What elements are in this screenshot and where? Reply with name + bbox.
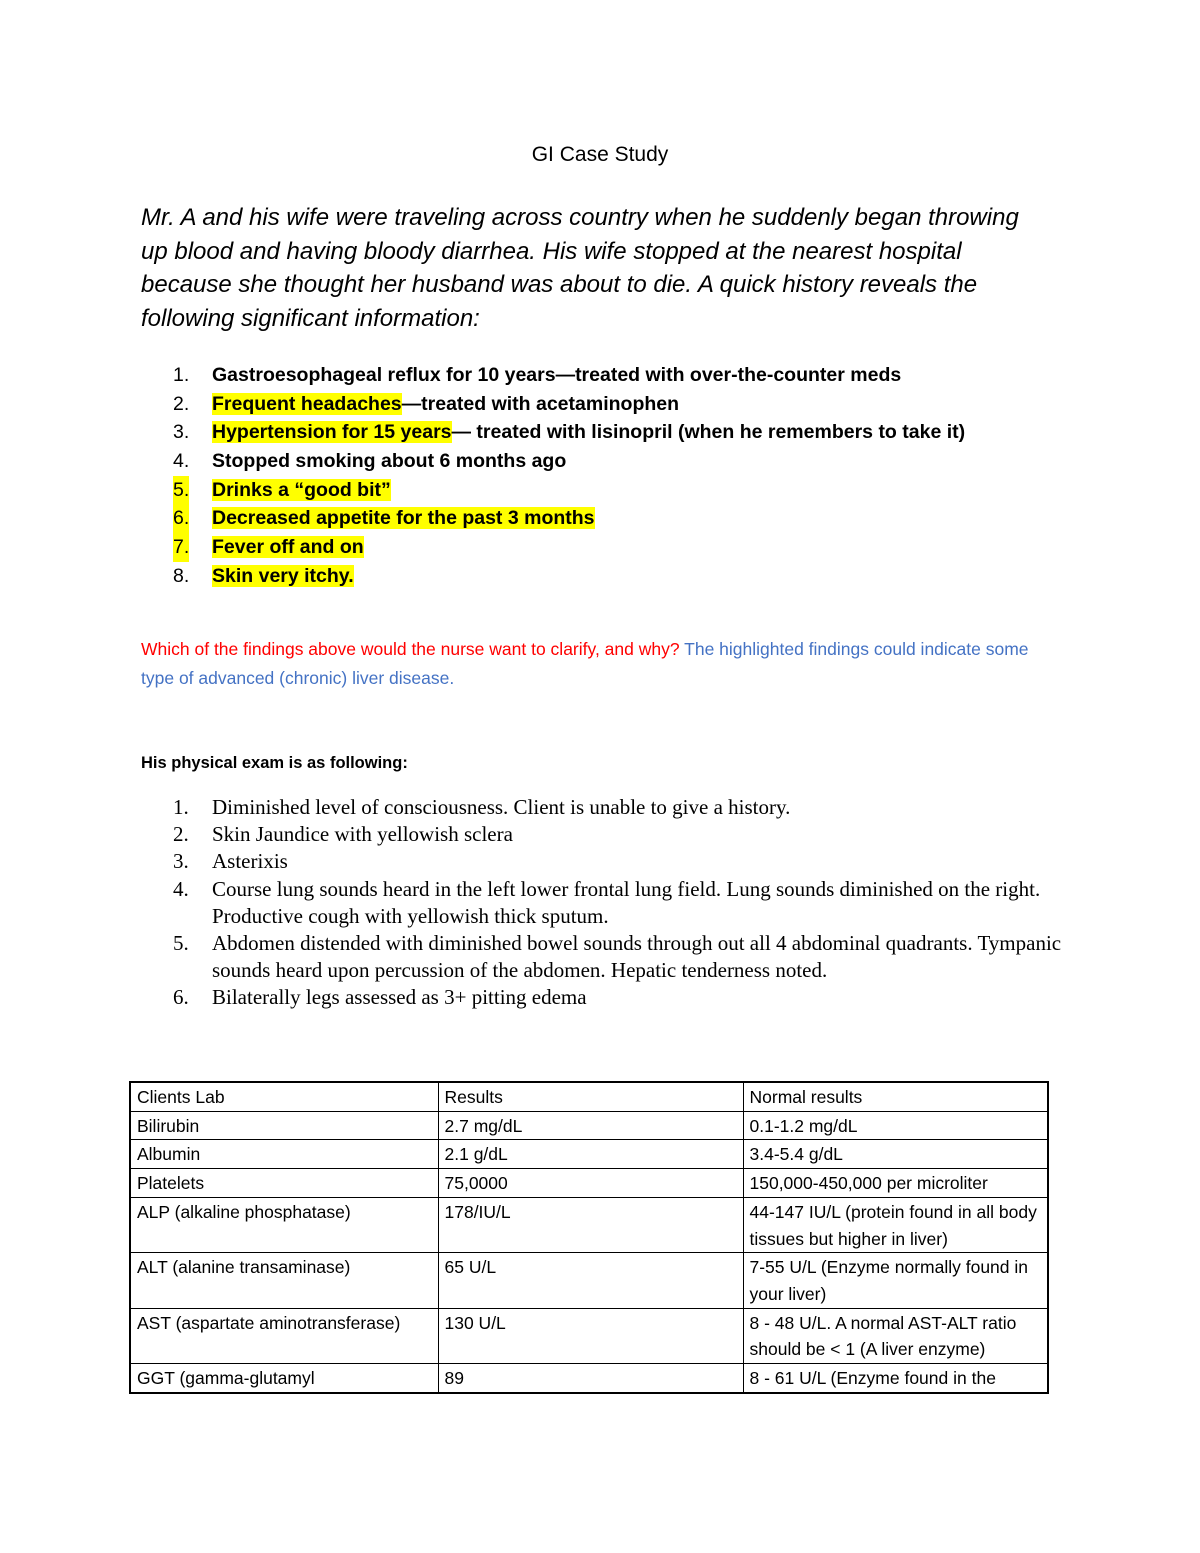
- lab-normal-cell: 150,000-450,000 per microliter: [743, 1169, 1048, 1198]
- lab-name-cell: Albumin: [130, 1140, 438, 1169]
- page-title: GI Case Study: [531, 143, 669, 166]
- exam-item-number: 5.: [173, 931, 189, 956]
- history-item: [141, 361, 965, 390]
- history-item-highlighted-text: Drinks a “good bit”: [212, 478, 391, 501]
- lab-normal-cell: 8 - 61 U/L (Enzyme found in the: [743, 1364, 1048, 1393]
- history-item: [141, 447, 965, 476]
- exam-item: [141, 794, 1071, 821]
- history-item-number: 8.: [173, 564, 190, 587]
- exam-item-number: 6.: [173, 985, 189, 1010]
- table-row: [130, 1253, 1048, 1308]
- exam-heading: His physical exam is as following:: [141, 754, 408, 772]
- lab-result-cell: 2.1 g/dL: [438, 1140, 743, 1169]
- exam-item-number: 4.: [173, 876, 189, 901]
- lab-result-cell: 2.7 mg/dL: [438, 1111, 743, 1140]
- exam-item-text: Diminished level of consciousness. Client is unable to give a history.: [212, 795, 791, 819]
- history-item-highlighted-text: Skin very itchy.: [212, 564, 354, 587]
- history-item-highlighted-text: Decreased appetite for the past 3 months: [212, 507, 595, 530]
- table-row: [130, 1197, 1048, 1252]
- history-item-text: Gastroesophageal reflux for 10 years—treated with over-the-counter meds: [212, 364, 902, 386]
- history-item-number: 4.: [173, 450, 190, 473]
- table-header-row: [130, 1082, 1048, 1111]
- history-item-highlighted-text: Frequent headaches: [212, 392, 402, 415]
- lab-normal-cell: 0.1-1.2 mg/dL: [743, 1111, 1048, 1140]
- history-item: [141, 533, 965, 562]
- history-item: [141, 418, 965, 447]
- lab-result-cell: 130 U/L: [438, 1308, 743, 1363]
- exam-item: [141, 876, 1071, 930]
- exam-item: [141, 821, 1071, 848]
- case-intro-paragraph: Mr. A and his wife were traveling across country when he suddenly began throwing up blood and having bloody diarrhea. His wife stopped at the nearest hospital because she thought her husband was about to die. A quick history reveals the following significant information:: [141, 204, 1019, 332]
- exam-item: [141, 848, 1071, 875]
- history-item-highlighted-text: Fever off and on: [212, 536, 364, 559]
- lab-name-cell: GGT (gamma-glutamyl: [130, 1364, 438, 1393]
- history-item: [141, 390, 965, 419]
- history-item-number: 2.: [173, 392, 190, 415]
- exam-list: [141, 794, 1071, 1012]
- lab-name-cell: ALT (alanine transaminase): [130, 1253, 438, 1308]
- question-prompt: Which of the findings above would the nurse want to clarify, and why?: [141, 639, 680, 659]
- table-row: [130, 1308, 1048, 1363]
- column-header: Normal results: [743, 1082, 1048, 1111]
- exam-item-text: Skin Jaundice with yellowish sclera: [212, 822, 513, 847]
- lab-result-cell: 178/IU/L: [438, 1197, 743, 1252]
- lab-normal-cell: 8 - 48 U/L. A normal AST-ALT ratio should be < 1 (A liver enzyme): [743, 1308, 1048, 1363]
- history-item-number: 6.: [173, 504, 189, 533]
- history-item-number: 7.: [173, 533, 189, 562]
- lab-result-cell: 65 U/L: [438, 1253, 743, 1308]
- history-item: [141, 562, 965, 591]
- lab-normal-cell: 3.4-5.4 g/dL: [743, 1140, 1048, 1169]
- table-row: [130, 1111, 1048, 1140]
- exam-item-text: Abdomen distended with diminished bowel sounds through out all 4 abdominal quadrants. Tympanic sounds heard upon percussion of the abdomen. Hepatic tenderness noted.: [212, 931, 1062, 983]
- history-item-number: 3.: [173, 421, 190, 444]
- question-answer: The highlighted findings could indicate some type of advanced (chronic) liver disease.: [141, 639, 1029, 688]
- history-item: [141, 504, 965, 533]
- lab-normal-cell: 44-147 IU/L (protein found in all body tissues but higher in liver): [743, 1197, 1048, 1252]
- lab-name-cell: AST (aspartate aminotransferase): [130, 1308, 438, 1363]
- table-row: [130, 1169, 1048, 1198]
- lab-normal-cell: 7-55 U/L (Enzyme normally found in your liver): [743, 1253, 1048, 1308]
- exam-item-number: 3.: [173, 849, 189, 874]
- exam-item-text: Course lung sounds heard in the left lower frontal lung field. Lung sounds diminished on the right. Productive cough with yellowish thick sputum.: [212, 876, 1041, 928]
- history-item-text: — treated with lisinopril (when he remembers to take it): [451, 421, 966, 444]
- lab-result-cell: 75,0000: [438, 1169, 743, 1198]
- lab-name-cell: Platelets: [130, 1169, 438, 1198]
- history-item-number: 5.: [173, 476, 189, 505]
- exam-item-text: Bilaterally legs assessed as 3+ pitting edema: [212, 985, 587, 1010]
- column-header: Results: [438, 1082, 743, 1111]
- history-item-highlighted-text: Hypertension for 15 years: [212, 421, 452, 444]
- column-header: Clients Lab: [130, 1082, 438, 1111]
- table-row: [130, 1364, 1048, 1393]
- exam-item: [141, 930, 1071, 984]
- history-list: [141, 361, 965, 591]
- history-item-text: Stopped smoking about 6 months ago: [212, 450, 567, 473]
- lab-name-cell: Bilirubin: [130, 1111, 438, 1140]
- history-item: [141, 476, 965, 505]
- exam-item-number: 2.: [173, 822, 189, 847]
- lab-name-cell: ALP (alkaline phosphatase): [130, 1197, 438, 1252]
- history-item-number: 1.: [173, 364, 190, 386]
- exam-item: [141, 984, 1071, 1011]
- lab-result-cell: 89: [438, 1364, 743, 1393]
- exam-item-number: 1.: [173, 795, 189, 819]
- lab-results-table: [129, 1081, 1049, 1394]
- history-item-text: —treated with acetaminophen: [401, 392, 680, 415]
- lab-table-container: [129, 1081, 1047, 1394]
- question-paragraph: [141, 635, 1041, 692]
- exam-item-text: Asterixis: [212, 849, 288, 874]
- table-row: [130, 1140, 1048, 1169]
